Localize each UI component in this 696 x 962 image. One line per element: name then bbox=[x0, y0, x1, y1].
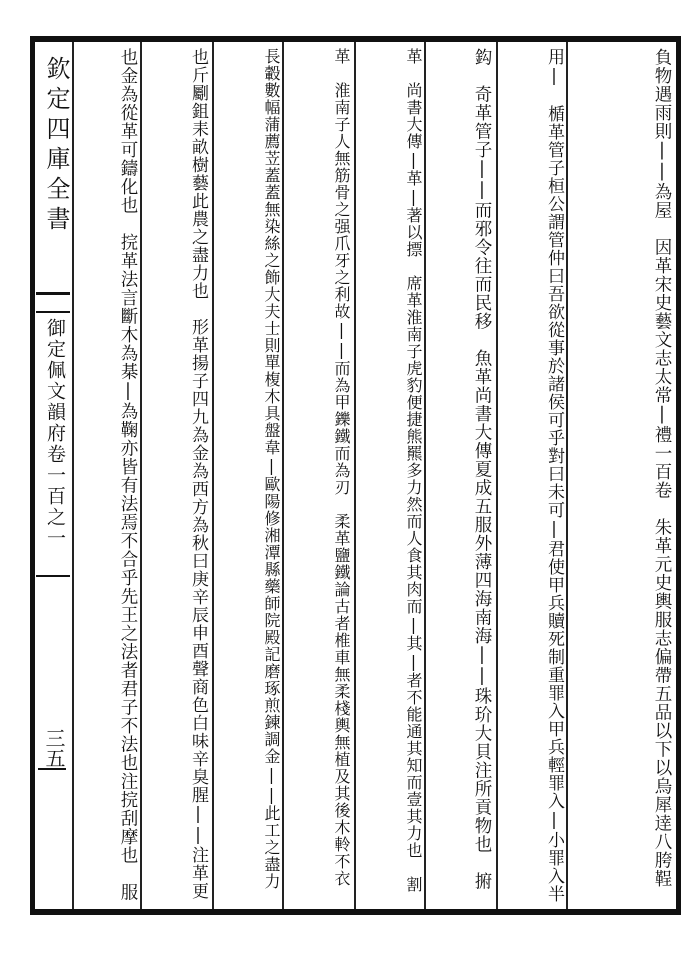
page-number: 三五 bbox=[42, 728, 66, 768]
column-rule bbox=[212, 42, 214, 909]
text-column: 長轂數幅蒲薦苙蓋蓋無染絲之飾大夫士則單椱木具盤韋|歐陽修湘潭縣藥師院殿記磨琢煎鍊調金||此工之盡力 bbox=[262, 48, 281, 890]
text-column: 革 尚書大傳|革|著以摽 席革淮南子虎豹便捷熊羆多力然而人食其肉而|其|者不能通其知而壹其力也 割 bbox=[404, 48, 423, 893]
text-column: 也金為從革可鑄化也 捖革法言斷木為棊|為鞠亦皆有法焉不合乎先王之法者君子不法也注捖刮摩也 服 bbox=[118, 48, 138, 902]
text-column: 用| 楯革管子桓公謂管仲曰吾欲從事於諸侯可乎對曰未可|君使甲兵贖死制重罪入甲兵輕罪入|小罪入半 bbox=[544, 48, 564, 903]
column-rule bbox=[566, 42, 568, 909]
column-rule bbox=[354, 42, 356, 909]
text-column: 革 淮南子人無筋骨之强爪牙之利故||而為甲鑠鐵而為刃 柔革鹽鐵論古者椎車無柔棧輿無植及其後木軨不衣 bbox=[332, 48, 351, 887]
text-column: 負物遇雨則||為屋 因革宋史藝文志太常|禮一百卷 朱革元史輿服志偏帶五品以下以烏犀逹八胯鞓 bbox=[652, 48, 672, 888]
book-title: 欽定四庫全書 bbox=[42, 56, 70, 236]
column-rule bbox=[496, 42, 498, 909]
column-rule bbox=[72, 42, 74, 909]
column-rule bbox=[282, 42, 284, 909]
text-column: 也斤劚鉏耒畝樹藝此農之盡力也 形革揚子四九為金為西方為秋曰庚辛辰申酉聲商色白味辛臭腥||注革更 bbox=[188, 48, 208, 900]
text-column: 鈎 奇革管子||而邪令往而民移 魚革尚書大傳夏成五服外薄四海南海||珠玠大貝注所貢物也 捬 bbox=[472, 48, 492, 891]
page-frame-bottom bbox=[30, 909, 680, 915]
page-number-rule bbox=[38, 768, 66, 770]
seal-title: 御定佩文韻府 bbox=[44, 318, 66, 444]
column-rule bbox=[140, 42, 142, 909]
page-frame-right bbox=[676, 36, 681, 915]
seal-text bbox=[42, 318, 69, 549]
column-rule bbox=[424, 42, 426, 909]
page-frame-left bbox=[30, 36, 35, 915]
seal-volume: 卷一百之一 bbox=[44, 444, 66, 549]
